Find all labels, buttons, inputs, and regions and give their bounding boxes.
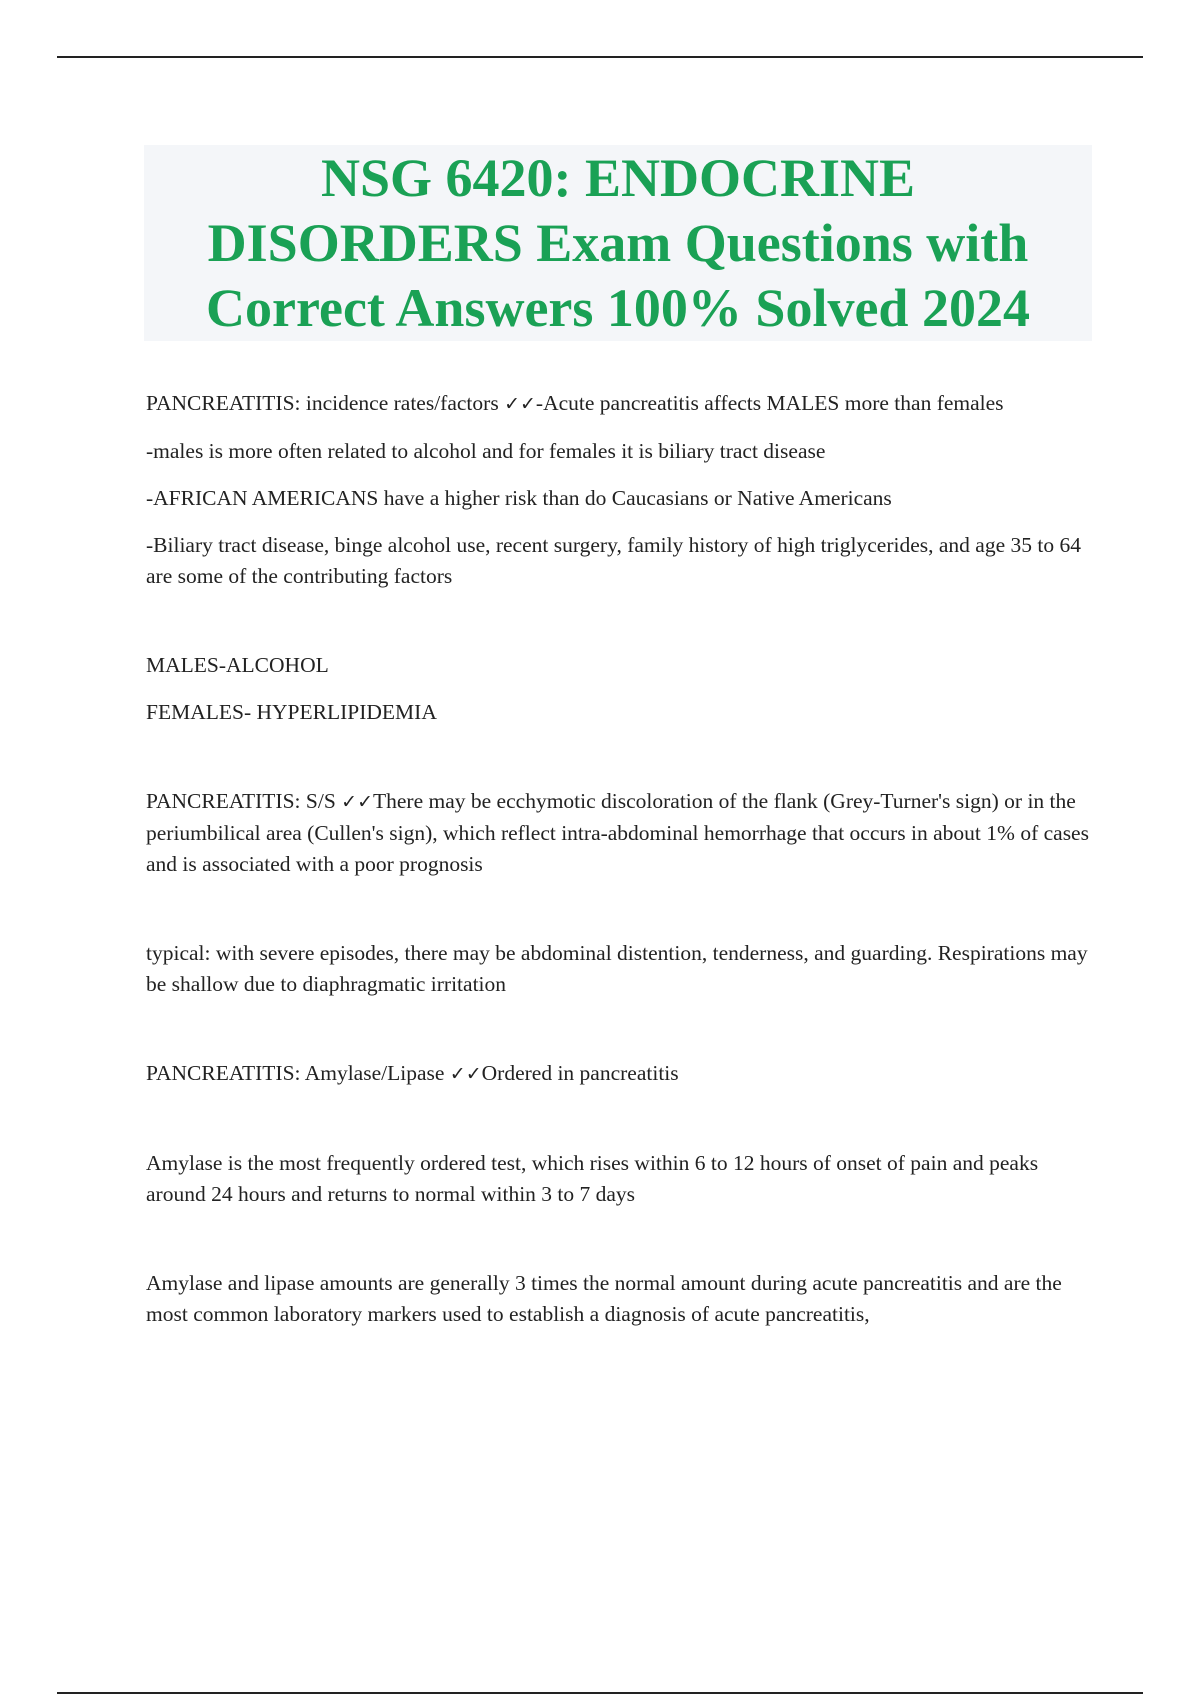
question-text: PANCREATITIS: Amylase/Lipase (146, 1061, 450, 1085)
paragraph: MALES-ALCOHOL (146, 653, 329, 677)
question-text: PANCREATITIS: S/S (146, 789, 342, 813)
answer-text: There may be ecchymotic discoloration of the flank (Grey-Turner's sign) or in the periumbilical area (Cullen's sign), which reflect intra-abdominal hemorrhage that occurs in about 1% of cases and is associated with a poor prognosis (146, 789, 1089, 876)
double-check-icon: ✓✓ (341, 791, 373, 813)
document-title: NSG 6420: ENDOCRINE DISORDERS Exam Questions with Correct Answers 100% Solved 2024 (206, 147, 1030, 338)
title-banner (144, 145, 1092, 341)
paragraph: Amylase and lipase amounts are generally 3 times the normal amount during acute pancreatitis and are the most common laboratory markers used to establish a diagnosis of acute pancreatitis, (146, 1271, 1062, 1326)
qa-amylase-lipase (146, 1058, 1096, 1090)
question-text: PANCREATITIS: incidence rates/factors (146, 391, 505, 415)
top-rule (57, 56, 1143, 58)
answer-text: -Acute pancreatitis affects MALES more than females (535, 391, 1004, 415)
bottom-rule (57, 1692, 1143, 1694)
paragraph: -males is more often related to alcohol and for females it is biliary tract disease (146, 439, 826, 463)
answer-text: Ordered in pancreatitis (481, 1061, 679, 1085)
double-check-icon: ✓✓ (504, 393, 536, 415)
double-check-icon: ✓✓ (449, 1063, 482, 1085)
document-body (146, 388, 1096, 1346)
paragraph: Amylase is the most frequently ordered test, which rises within 6 to 12 hours of onset of pain and peaks around 24 hours and returns to normal within 3 to 7 days (146, 1151, 1039, 1206)
paragraph: typical: with severe episodes, there may be abdominal distention, tenderness, and guarding. Respirations may be shallow due to diaphragmatic irritation (146, 941, 1088, 996)
paragraph: -Biliary tract disease, binge alcohol use, recent surgery, family history of high triglycerides, and age 35 to 64 are some of the contributing factors (146, 533, 1081, 588)
paragraph: -AFRICAN AMERICANS have a higher risk than do Caucasians or Native Americans (146, 486, 892, 510)
paragraph: FEMALES- HYPERLIPIDEMIA (146, 700, 437, 724)
qa-incidence (146, 388, 1096, 420)
qa-signs-symptoms (146, 786, 1096, 880)
